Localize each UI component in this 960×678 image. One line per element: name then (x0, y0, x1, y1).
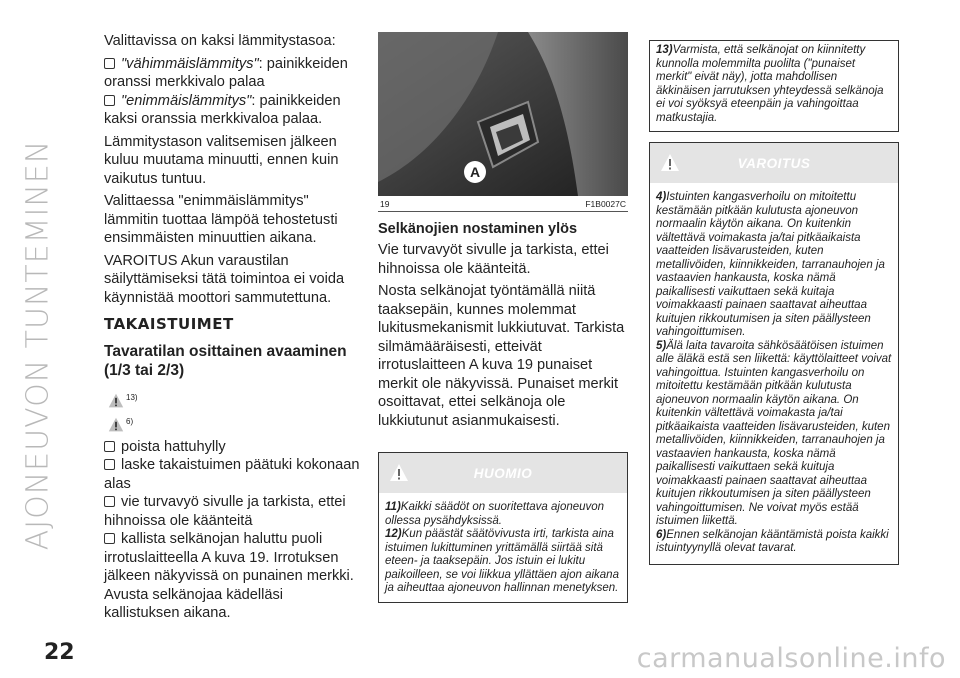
watermark: carmanualsonline.info (636, 643, 946, 674)
warning-text: Älä laita tavaroita sähkösäätöisen istuimen alle äläkä estä sen liikettä: käyttölaitteet voivat vahingoittua. Istuinten kangasverhoilu on mitoitettu kestämään pitkään kulutusta ajoneuvon normaalin käytön aikana. On kuitenkin vältettävä voimakasta ja/tai pitkäaikaista vaatteiden lisävarusteiden, kuten metallivöiden, kiinnikkeiden, tarranauhojen ja vastaavien hankausta, koska nämä paikallisesti vaikuttaen sekä kuituja voimakkaasti painaen saattavat aiheuttaa kuitujen rikkoutumisen ja siten päällysteen vahingoittumisen. Ne voivat myös estää istuimen liikettä. (656, 339, 892, 527)
warning-body (650, 183, 898, 564)
option-desc: : painikkeiden kaksi oranssia merkkivaloa palaa. (104, 92, 341, 127)
column-right (649, 40, 899, 565)
warning-text: Istuinten kangasverhoilu on mitoitettu kestämään pitkään kulutusta ajoneuvon normaalin käytön aikana. On kuitenkin vältettävä voimakasta ja/tai pitkäaikaista vaatteiden lisävarusteiden, kuten metallivöiden, kiinnikkeiden, tarranauhojen ja vastaavien hankausta, koska nämä paikallisesti vaikuttaen sekä kuitaja voimakkaasti painaen saattavat aiheuttaa kuitujen rikkoutumisen ja siten päällysteen vahingoittumisen. (656, 191, 885, 338)
step-text: vie turvavyö sivulle ja tarkista, ettei hihnoissa ole käänteitä (104, 494, 346, 529)
paragraph: Nosta selkänojat työntämällä niitä taaksepäin, kunnes molemmat lukitusmekanismit lukkiutuvat. Tarkista silmämääräisesti, etteivät irrotuslaitteen A kuva 19 punaiset merkit ole näkyvissä. Punaiset merkit osoittavat, ettei selkänoja ole lukkiutunut asianmukaisesti. (378, 283, 625, 429)
step-text: laske takaistuimen päätuki kokonaan alas (104, 457, 360, 492)
note-number: 11) (385, 501, 401, 513)
list-item (104, 456, 362, 493)
list-item (104, 438, 362, 457)
section-heading: TAKAISTUIMET (104, 315, 234, 333)
warning-item (656, 191, 892, 340)
note-item (385, 528, 621, 596)
warning-item (656, 529, 892, 556)
column-left (104, 32, 362, 623)
notice-box (378, 452, 628, 603)
checkbox-bullet-icon (104, 95, 115, 106)
figure-label: A (469, 164, 481, 180)
checkbox-bullet-icon (104, 459, 115, 470)
warning-triangle-icon (660, 153, 680, 173)
note-number: 12) (385, 528, 402, 540)
warning-number: 4) (656, 191, 667, 203)
reference-number: 13) (126, 393, 138, 403)
figure-photo (378, 32, 628, 196)
warning-title: VAROITUS (737, 155, 811, 171)
warning-header (650, 143, 898, 183)
notice-box-continued (649, 40, 899, 132)
subheading: Tavaratilan osittainen avaaminen (1/3 tai 2/3) (104, 342, 347, 379)
warning-triangle-icon (389, 463, 409, 483)
seat-release-illustration (378, 32, 628, 196)
checkbox-bullet-icon (104, 533, 115, 544)
figure-caption (378, 196, 628, 212)
list-item (104, 530, 362, 623)
warning-reference (108, 414, 362, 436)
paragraph: Lämmitystason valitsemisen jälkeen kuluu muutama minuutti, ennen kuin vaikutus tuntuu. (104, 133, 339, 187)
note-text: Kun päästät säätövivusta irti, tarkista aina istuimen lukittuminen yrittämällä siirtää sitä eteen- ja taaksepäin. Jos istuin ei lukitu paikoilleen, se voi liikkua yllättäen ajon aikana ja aiheuttaa ajoneuvon hallinnan menetyksen. (385, 528, 619, 594)
warning-number: 6) (656, 528, 667, 541)
paragraph: Vie turvavyöt sivulle ja tarkista, ettei hihnoissa ole käänteitä. (378, 242, 609, 277)
figure-code: F1B0027C (585, 199, 626, 209)
note-text: Kaikki säädöt on suoritettava ajoneuvon ollessa pysähdyksissä. (385, 501, 605, 527)
warning-item (656, 340, 892, 529)
notice-body (379, 493, 627, 602)
step-text: kallista selkänojan haluttu puoli irrotuslaitteella A kuva 19. Irrotuksen jälkeen näkyvissä on punainen merkki. Avusta selkänojaa kädelläsi kallistuksen aikana. (104, 531, 354, 621)
checkbox-bullet-icon (104, 496, 115, 507)
checkbox-bullet-icon (104, 58, 115, 69)
warning-box (649, 142, 899, 565)
checkbox-bullet-icon (104, 441, 115, 452)
section-heading: Selkänojien nostaminen ylös (378, 221, 578, 237)
warning-triangle-icon (108, 393, 124, 409)
list-item (104, 92, 362, 129)
page-number: 22 (44, 640, 75, 665)
figure-number: 19 (380, 199, 390, 209)
column-middle (378, 32, 628, 603)
option-name: "vähimmäislämmitys" (121, 55, 259, 72)
warning-number: 5) (656, 339, 667, 352)
warning-reference (108, 390, 362, 412)
option-name: "enimmäislämmitys" (121, 92, 252, 109)
chapter-title: AJONEUVON TUNTEMINEN (20, 139, 56, 551)
note-text: Varmista, että selkänojat on kiinnitetty kunnolla molemmilta puolilta ("punaiset merkit" eivät näy), jotta mahdollisen äkkinäisen jarrutuksen yhteydessä selkänoja ei voi syöksyä eteenpäin ja vahingoittaa matkustajia. (656, 44, 884, 124)
note-number: 13) (656, 44, 673, 56)
intro-text: Valittavissa on kaksi lämmitystasoa: (104, 33, 336, 49)
note-item (385, 501, 621, 528)
notice-header (379, 453, 627, 493)
paragraph: Valittaessa "enimmäislämmitys" lämmitin tuottaa lämpöä tehostetusti ensimmäisten minuuttien aikana. (104, 193, 338, 246)
reference-number: 6) (126, 417, 134, 427)
step-text: poista hattuhylly (121, 438, 226, 455)
notice-title: HUOMIO (473, 465, 533, 481)
paragraph: VAROITUS Akun varaustilan säilyttämiseksi tätä toimintoa ei voida käynnistää moottori sammutettuna. (104, 252, 345, 306)
list-item (104, 55, 362, 92)
warning-triangle-icon (108, 417, 124, 433)
list-item (104, 493, 362, 530)
option-desc: : painikkeiden oranssi merkkivalo palaa (104, 55, 348, 90)
warning-text: Ennen selkänojan kääntämistä poista kaikki istuintyynyllä olevat tavarat. (656, 528, 889, 554)
